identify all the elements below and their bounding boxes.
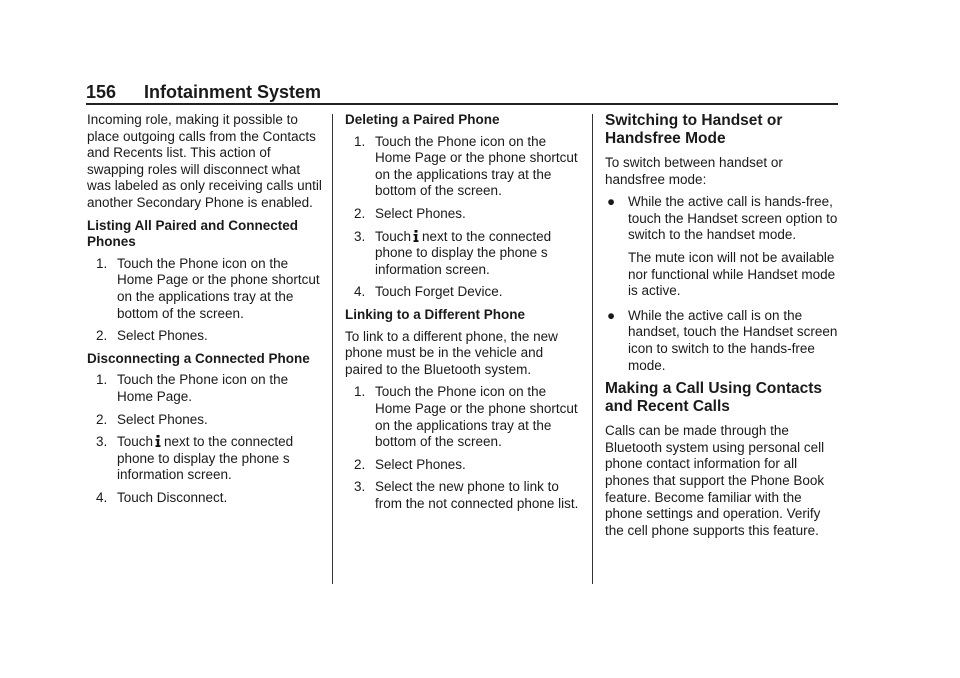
making-call-text: Calls can be made through the Bluetooth system using personal cell phone contact information for all phones that support the Phone Book feature. Become familiar with the phone settings and operation. Verify the cell phone supports this feature. [605,423,825,538]
column-divider-left [332,114,333,584]
bullet-marker: ● [607,194,616,210]
info-icon [413,230,419,242]
disconnecting-phone-heading: Disconnecting a Connected Phone [87,350,310,366]
switching-bullets-2 [605,308,841,374]
list-item: 2. Select Phones. [354,456,466,472]
list-item: 1. Touch the Phone icon on the Home Page or the phone shortcut on the applications tray at the bottom of the screen. [354,384,578,450]
column-right [605,112,841,545]
list-item: 1. Touch the Phone icon on the Home Page or the phone shortcut on the applications tray at the bottom of the screen. [96,255,320,321]
list-item: 3. Touch next to the connected phone to display the phone s information screen. [96,434,294,483]
list-item: 1. Touch the Phone icon on the Home Page or the phone shortcut on the applications tray at the bottom of the screen. [354,133,578,199]
delete-steps [345,134,581,301]
info-icon [155,435,161,447]
mute-note: The mute icon will not be available nor functional while Handset mode is active. [628,249,836,299]
switching-bullets [605,194,841,244]
link-steps [345,384,581,512]
list-item: 4. Touch Forget Device. [354,284,503,300]
list-item: 2. Select Phones. [96,411,208,427]
list-item: 1. Touch the Phone icon on the Home Page. [96,372,289,404]
list-item: 2. Select Phones. [96,328,208,344]
page-header [86,82,838,104]
making-call-heading: Making a Call Using Contacts and Recent Calls [605,380,823,416]
intro-paragraph: Incoming role, making it possible to place outgoing calls from the Contacts and Recents list. This action of swapping roles will disconnect what was labeled as only receiving calls until another Secondary Phone is enabled. [87,112,322,210]
disconnect-steps [87,372,323,506]
switching-intro: To switch between handset or handsfree mode: [605,155,783,187]
list-item: 3. Touch next to the connected phone to display the phone s information screen. [354,228,552,277]
bullet-marker: ● [607,307,616,323]
listing-steps [87,256,323,345]
list-item: ● While the active call is hands-free, touch the Handset screen option to switch to the handset mode. [607,194,838,243]
linking-intro: To link to a different phone, the new phone must be in the vehicle and paired to the Bluetooth system. [345,328,558,377]
page-title: Infotainment System [144,82,322,102]
deleting-phone-heading: Deleting a Paired Phone [345,112,500,127]
switching-mode-heading: Switching to Handset or Handsfree Mode [605,112,783,147]
header-rule [86,103,838,105]
listing-phones-heading: Listing All Paired and Connected Phones [87,217,299,250]
column-left [87,112,323,512]
list-item: 2. Select Phones. [354,205,466,221]
page-number: 156 [86,82,117,102]
column-divider-right [592,114,593,584]
list-item: ● While the active call is on the handset, touch the Handset screen icon to switch to the hands-free mode. [607,307,838,373]
list-item: 3. Select the new phone to link to from the not connected phone list. [354,479,579,511]
list-item: 4. Touch Disconnect. [96,489,228,505]
linking-phone-heading: Linking to a Different Phone [345,306,526,322]
column-middle [345,112,581,518]
